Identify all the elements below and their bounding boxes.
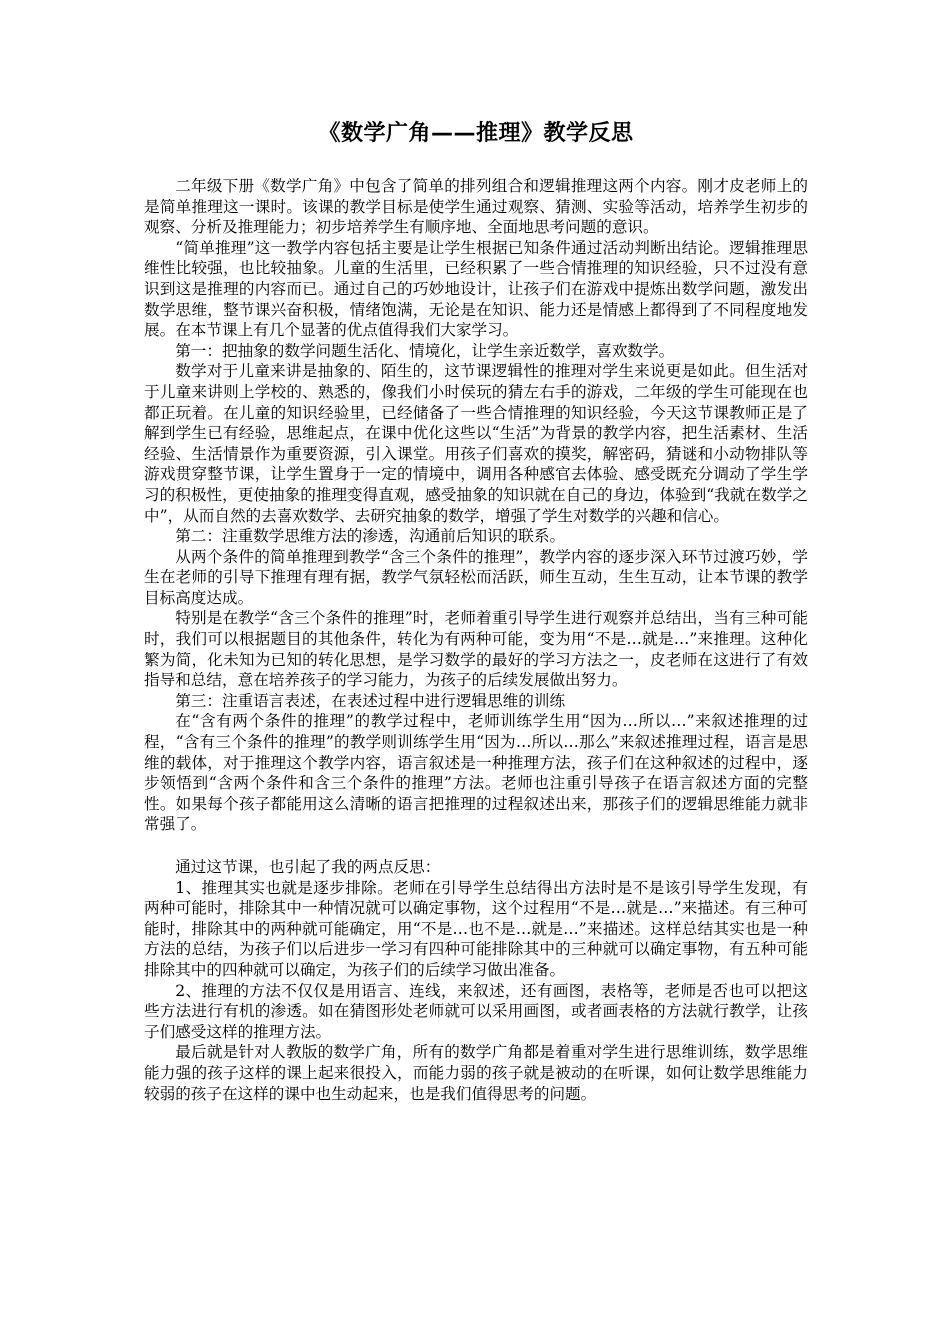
paragraph-reflection-one: 1、推理其实也就是逐步排除。老师在引导学生总结得出方法时是不是该引导学生发现，有两种可能时，排除其中一种情况就可以确定事物，这个过程用“不是…就是…”来描述。有三种可能时，排除其中的两种就可能确定，用“不是…也不是…就是…”来描述。这样总结其实也是一种方法的总结，为孩子们以后进步一学习有四种可能排除其中的三种就可以确定事物，有五种可能排除其中的四种就可以确定，为孩子们的后续学习做出准备。 bbox=[144, 878, 808, 979]
paragraph-point-two-body: 从两个条件的简单推理到教学“含三个条件的推理”，教学内容的逐步深入环节过渡巧妙，学生在老师的引导下推理有理有据，教学气氛轻松而活跃，师生互动，生生互动，让本节课的教学目标高度达成。 bbox=[144, 547, 808, 607]
paragraph-point-one-body: 数学对于儿童来讲是抽象的、陌生的，这节课逻辑性的推理对学生来说更是如此。但生活对于儿童来讲则上学校的、熟悉的，像我们小时侯玩的猜左右手的游戏，二年级的学生可能现在也都正玩着。在儿童的知识经验里，已经储备了一些合情推理的知识经验，今天这节课教师正是了解到学生已有经验，思维起点，在课中优化这些以“生活”为背景的教学内容，把生活素材、生活经验、生活情景作为重要资源，引入课堂。用孩子们喜欢的摸奖，解密码，猜谜和小动物排队等游戏贯穿整节课，让学生置身于一定的情境中，调用各种感官去体验、感受既充分调动了学生学习的积极性，更使抽象的推理变得直观，感受抽象的知识就在自己的身边，体验到“我就在数学之中”，从而自然的去喜欢数学、去研究抽象的数学，增强了学生对数学的兴趣和信心。 bbox=[144, 362, 808, 525]
paragraph-point-two-heading: 第二：注重数学思维方法的渗透，沟通前后知识的联系。 bbox=[175, 527, 566, 546]
paragraph-reflection-two: 2、推理的方法不仅仅是用语言、连线，来叙述，还有画图，表格等，老师是否也可以把这些方法进行有机的渗透。如在猜图形处老师就可以采用画图，或者画表格的方法就行教学，让孩子们感受这样的推理方法。 bbox=[144, 981, 808, 1041]
paragraph-conclusion: 最后就是针对人教版的数学广角，所有的数学广角都是着重对学生进行思维训练，数学思维能力强的孩子这样的课上起来很投入，而能力弱的孩子就是被动的在听课，如何让数学思维能力较弱的孩子在这样的课中也生动起来，也是我们值得思考的问题。 bbox=[144, 1043, 808, 1103]
paragraph-point-one-heading: 第一：把抽象的数学问题生活化、情境化，让学生亲近数学，喜欢数学。 bbox=[175, 341, 675, 360]
paragraph-reflection-intro: 通过这节课，也引起了我的两点反思： bbox=[175, 858, 441, 876]
paragraph-point-three-body: 在“含有两个条件的推理”的教学过程中，老师训练学生用“因为…所以…”来叙述推理的过程，“含有三个条件的推理”的教学则训练学生用“因为…所以…那么”来叙述推理过程，语言是思维的载体，对于推理这个教学内容，语言叙述是一种推理方法，孩子们在这种叙述的过程中，逐步领悟到“含两个条件和含三个条件的推理”方法。老师也注重引导孩子在语言叙述方面的完整性。如果每个孩子都能用这么清晰的语言把推理的过程叙述出来，那孩子们的逻辑思维能力就非常强了。 bbox=[144, 712, 808, 834]
document-page bbox=[144, 118, 808, 1104]
document-title: 《数学广角——推理》教学反思 bbox=[318, 121, 634, 146]
paragraph-point-three-heading: 第三：注重语言表述，在表述过程中进行逻辑思维的训练 bbox=[175, 691, 566, 710]
paragraph-simple-reasoning: “简单推理”这一教学内容包括主要是让学生根据已知条件通过活动判断出结论。逻辑推理思维性比较强，也比较抽象。儿童的生活里，已经积累了一些合情推理的知识经验，只不过没有意识到这是推理的内容而已。通过自己的巧妙地设计，让孩子们在游戏中提炼出数学问题，激发出数学思维，整节课兴奋积极，情绪饱满，无论是在知识、能力还是情感上都得到了不同程度地发展。在本节课上有几个显著的优点值得我们大家学习。 bbox=[144, 238, 808, 340]
paragraph-gap bbox=[144, 835, 808, 857]
paragraph-point-two-detail: 特别是在教学“含三个条件的推理”时，老师着重引导学生进行观察并总结出，当有三种可能时，我们可以根据题目的其他条件，转化为有两种可能，变为用“不是…就是…”来推理。这种化繁为简，化未知为已知的转化思想，是学习数学的最好的学习方法之一，皮老师在这进行了有效指导和总结，意在培养孩子的学习能力，为孩子的后续发展做出努力。 bbox=[144, 609, 808, 690]
paragraph-intro: 二年级下册《数学广角》中包含了简单的排列组合和逻辑推理这两个内容。刚才皮老师上的是简单推理这一课时。该课的教学目标是使学生通过观察、猜测、实验等活动，培养学生初步的观察、分析及推理能力；初步培养学生有顺序地、全面地思考问题的意识。 bbox=[144, 177, 808, 237]
